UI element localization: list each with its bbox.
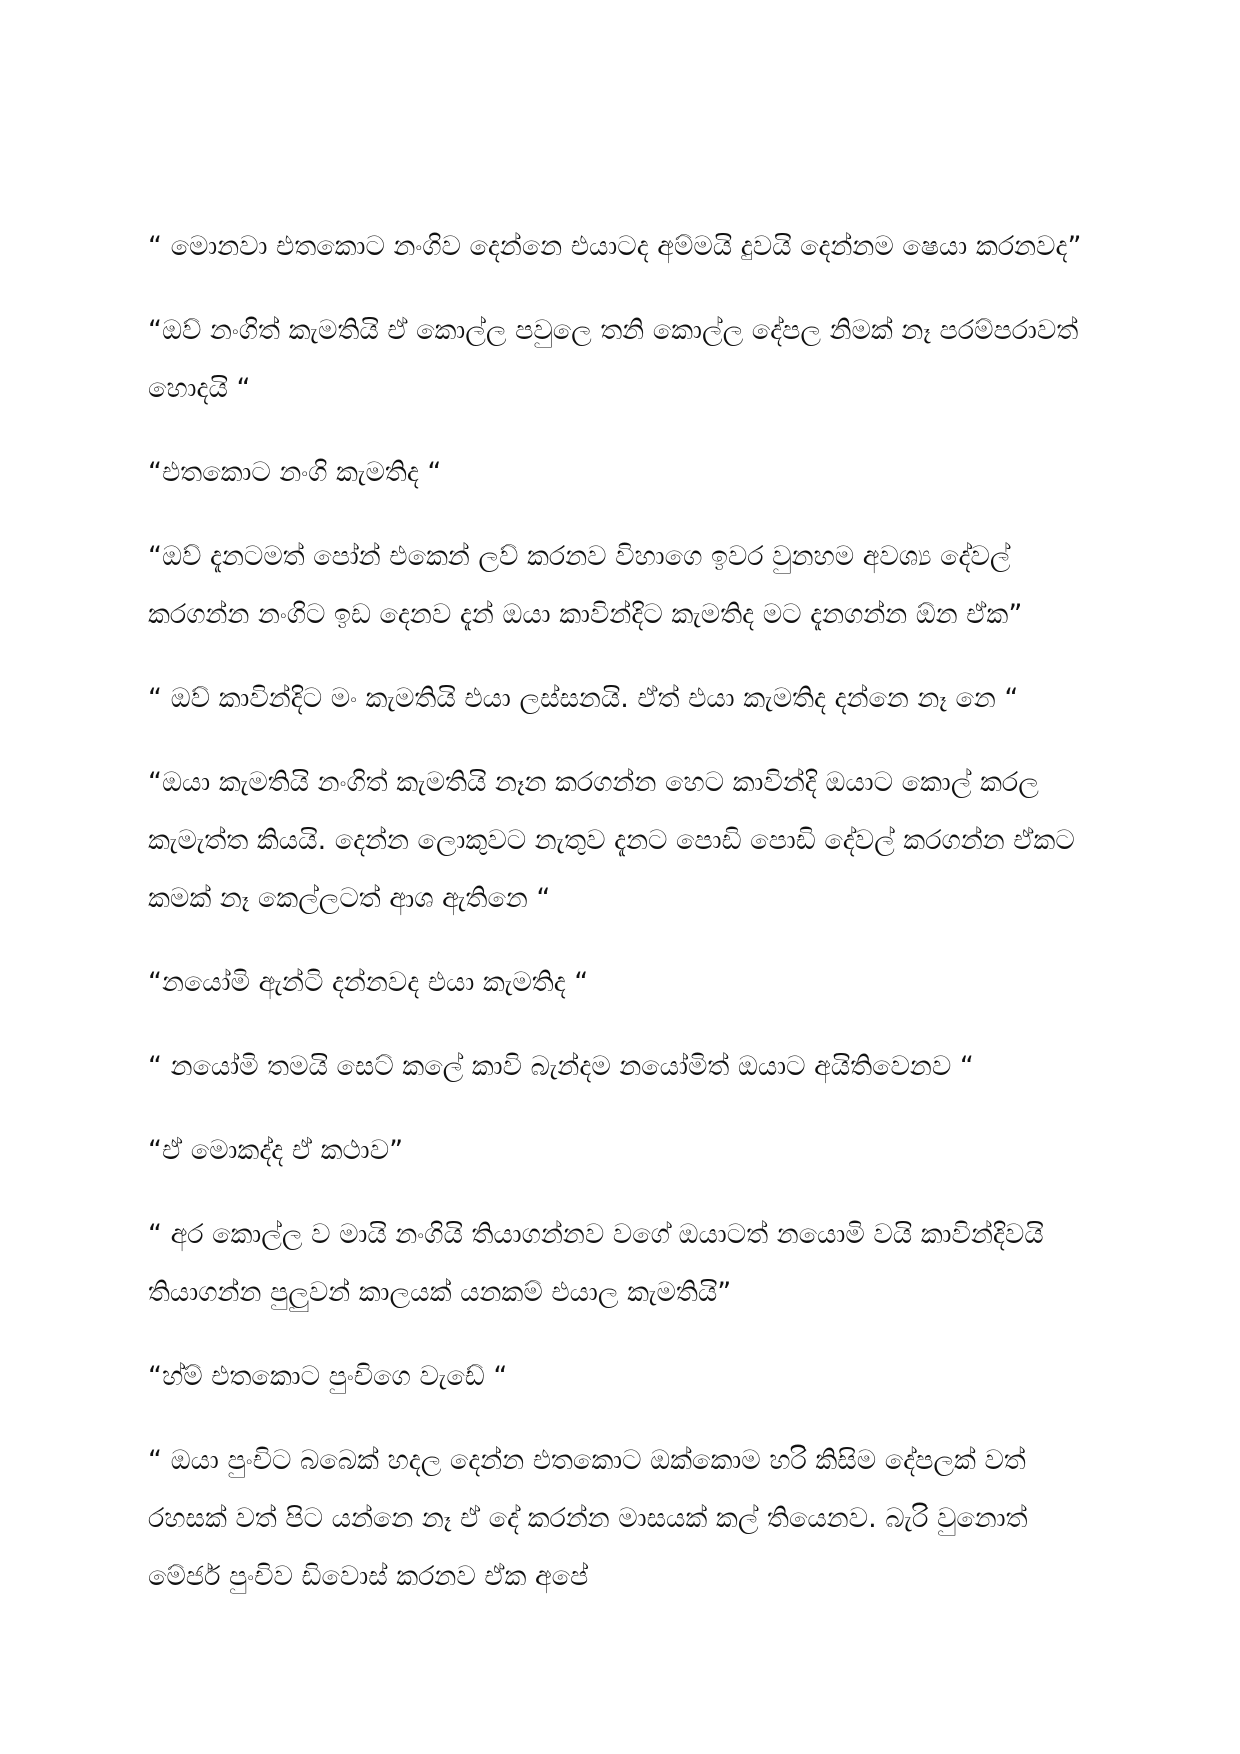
paragraph: “ඔව් දැනටමත් පෝන් එකෙන් ලව් කරනව විහාගෙ ඉවර වුනහම අවශ්‍ය දේවල් කරගන්න නංගිට ඉඩ දෙනව දැන් ඔයා කාවින්දිට කැමතිද මට දැනගන්න ඕන ඒක”	[148, 541, 1023, 630]
paragraph: “ මොනවා එතකොට නංගිව දෙන්නෙ එයාටද අම්මයි දුවයි දෙන්නම ෂෙයා කරනවද”	[148, 231, 1082, 262]
paragraph: “ අර කොල්ල ව මායි නංගියි තියාගන්නව වගේ ඔයාටත් නයොමි වයි කාවින්දිවයි තියාගන්න පුලුවන් කාලයක් යනකම් එයාල කැමතියි”	[148, 1219, 1044, 1308]
paragraph: “ ඔව් කාවින්දිට මං කැමතියි එයා ලස්සනයි. ඒත් එයා කැමතිද දන්නෙ නෑ නෙ “	[148, 683, 1019, 714]
body-text	[148, 218, 1098, 1632]
paragraph: “ඒ මොකද්ද ඒ කථාව”	[148, 1135, 404, 1166]
paragraph: “ නයෝමි තමයි සෙට් කලේ කාවි බැන්දම නයෝමිත් ඔයාට අයිතිවෙනව “	[148, 1051, 974, 1082]
paragraph: “එතකොට නංගි කැමතිද “	[148, 457, 442, 488]
paragraph: “හ්ම් එතකොට පුංචිගෙ වැඩේ “	[148, 1361, 508, 1392]
paragraph: “ඔයා කැමතියි නංගිත් කැමතියි නෑන කරගන්න හෙට කාවින්දි ඔයාට කොල් කරල කැමැත්ත කියයි. දෙන්න ලොකුවට නැතුව දැනට පොඩි පොඩි දේවල් කරගන්න ඒකට කමක් නෑ කෙල්ලටත් ආශ ඇතිනෙ “	[148, 767, 1075, 914]
paragraph: “ ඔයා පුංචිට බබෙක් හදල දෙන්න එතකොට ඔක්කොම හරි කිසිම දේපලක් වත් රහසක් වත් පිට යන්නෙ නෑ ඒ දේ කරන්න මාසයක් කල් තියෙනව. බැරි වුනොත් මේජර් පුංචිව ඩිවොස් කරනව ඒක අපේ	[148, 1445, 1028, 1592]
paragraph: “ඔව් නංගිත් කැමතියි ඒ කොල්ල පවුලෙ තනි කොල්ල දේපල නිමක් නෑ පරම්පරාවත් හොදයි “	[148, 315, 1079, 404]
paragraph: “නයෝමි ඇන්ටි දන්නවද එයා කැමතිද “	[148, 967, 589, 998]
